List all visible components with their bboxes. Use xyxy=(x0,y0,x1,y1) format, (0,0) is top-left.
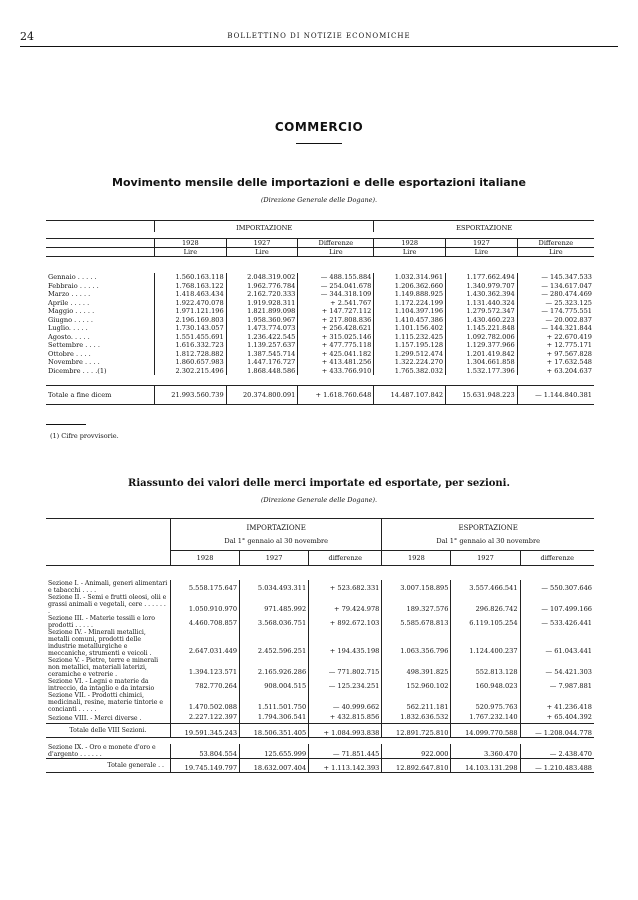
cell: 5.585.678.813 xyxy=(382,615,451,629)
cell: + 12.775.171 xyxy=(517,341,594,350)
cell: + 194.435.198 xyxy=(309,629,382,657)
cell: 20.374.800.091 xyxy=(226,386,298,405)
cell: 1.394.123.571 xyxy=(171,657,240,678)
cell: — 344.318.109 xyxy=(298,290,374,299)
cell: 189.327.576 xyxy=(382,594,451,615)
cell: 1.201.419.842 xyxy=(446,350,518,359)
footnote: (1) Cifre provvisorie. xyxy=(50,432,119,440)
row-label: Sezione I. - Animali, generi alimentari e tabacchi . . . . xyxy=(48,580,168,594)
export-group-header: ESPORTAZIONE xyxy=(374,221,594,233)
cell: + 22.670.419 xyxy=(517,333,594,342)
cell: 1.279.572.347 xyxy=(446,307,518,316)
cell: + 217.808.836 xyxy=(298,316,374,325)
cell: — 71.851.445 xyxy=(309,744,382,759)
table-row xyxy=(46,692,594,713)
row-label: Sezione II. - Semi e frutti oleosi, olii e grassi animali e vegetali, cere . . . . . . . xyxy=(48,594,167,615)
cell: 14.099.770.588 xyxy=(451,724,520,738)
cell: — 280.474.469 xyxy=(517,290,594,299)
row-label: Sezione IV. - Minerali metallici, metalli comuni, prodotti delle industrie metallurgiche e meccaniche, strumenti e veicoli . xyxy=(48,629,152,657)
row-label: Sezione V. - Pietre, terre e minerali non metallici, materiali laterizi, ceramiche e vetrerie . xyxy=(48,657,159,678)
cell: 1.560.163.118 xyxy=(155,273,227,282)
cell: — 20.002.837 xyxy=(517,316,594,325)
cell: 12.891.725.810 xyxy=(382,724,451,738)
cell: + 63.204.637 xyxy=(517,367,594,376)
cell: + 1.113.142.393 xyxy=(309,759,382,773)
row-label: Sezione VI. - Legni e materie da intreccio, da intaglio e da intarsio xyxy=(48,678,155,692)
cell: 1.322.224.270 xyxy=(374,358,446,367)
cell: 1.860.657.983 xyxy=(155,358,227,367)
cell: 1.767.232.140 xyxy=(451,713,520,724)
cell: 2.227.122.397 xyxy=(171,713,240,724)
cell: — 144.321.844 xyxy=(517,324,594,333)
cell: 2.452.596.251 xyxy=(240,629,309,657)
cell: 1.299.512.474 xyxy=(374,350,446,359)
table-row xyxy=(46,324,594,333)
unit-label: Lire xyxy=(298,248,374,257)
cell: — 134.617.047 xyxy=(517,282,594,291)
cell: 1.922.470.078 xyxy=(155,299,227,308)
cell: 1.124.400.237 xyxy=(451,629,520,657)
cell: 520.975.763 xyxy=(451,692,520,713)
cell: 1.812.728.882 xyxy=(155,350,227,359)
cell: 1.511.501.750 xyxy=(240,692,309,713)
cell: + 425.041.182 xyxy=(298,350,374,359)
table-row xyxy=(46,594,594,615)
cell: 1.115.232.425 xyxy=(374,333,446,342)
table-row xyxy=(46,299,594,308)
cell: — 40.999.662 xyxy=(309,692,382,713)
cell: 562.211.181 xyxy=(382,692,451,713)
cell: 1.129.377.966 xyxy=(446,341,518,350)
table-row xyxy=(46,629,594,657)
row-label: Totale generale . . xyxy=(107,762,164,769)
cell: 3.007.158.895 xyxy=(382,580,451,594)
cell: 1.447.176.727 xyxy=(226,358,298,367)
cell: — 550.307.646 xyxy=(520,580,594,594)
row-label: Agosto. . . . . xyxy=(48,332,90,341)
section-title-rule xyxy=(296,143,342,144)
cell: 1.304.661.858 xyxy=(446,358,518,367)
cell: + 1.618.760.648 xyxy=(298,386,374,405)
row-label: Totale delle VIII Sezioni. xyxy=(69,727,147,734)
table-row xyxy=(46,333,594,342)
cell: 1.063.356.796 xyxy=(382,629,451,657)
table2-sez9-row xyxy=(46,744,594,759)
import-group-header: IMPORTAZIONE xyxy=(155,221,374,233)
cell: 14.487.107.842 xyxy=(374,386,446,405)
cell: 14.103.131.298 xyxy=(451,759,520,773)
cell: 18.506.351.405 xyxy=(240,724,309,738)
table-row xyxy=(46,290,594,299)
table-row xyxy=(46,678,594,692)
cell: + 147.727.112 xyxy=(298,307,374,316)
unit-label: Lire xyxy=(374,248,446,257)
table-row xyxy=(46,615,594,629)
cell: 1.794.306.541 xyxy=(240,713,309,724)
cell: 1.919.928.311 xyxy=(226,299,298,308)
cell: 53.804.554 xyxy=(171,744,240,759)
cell: 1.473.774.073 xyxy=(226,324,298,333)
row-label: Settembre . . . . xyxy=(48,341,100,350)
row-label: Marzo . . . . . xyxy=(48,290,91,299)
cell: 125.655.999 xyxy=(240,744,309,759)
cell: 1.768.163.122 xyxy=(155,282,227,291)
table-row xyxy=(46,367,594,376)
cell: 5.034.493.311 xyxy=(240,580,309,594)
col-1927: 1927 xyxy=(446,239,518,248)
cell: — 771.802.715 xyxy=(309,657,382,678)
table-row xyxy=(46,580,594,594)
table-row xyxy=(46,316,594,325)
cell: — 1.210.483.488 xyxy=(520,759,594,773)
col-diff: differenze xyxy=(520,551,594,566)
cell: 1.149.888.925 xyxy=(374,290,446,299)
cell: 552.813.128 xyxy=(451,657,520,678)
cell: 1.092.782.006 xyxy=(446,333,518,342)
table2-grand-total-row xyxy=(46,759,594,773)
cell: — 1.144.840.381 xyxy=(517,386,594,405)
table-row xyxy=(46,341,594,350)
col-diff: Differenze xyxy=(517,239,594,248)
col-1928: 1928 xyxy=(374,239,446,248)
monthly-trade-table xyxy=(46,220,594,405)
cell: 2.647.031.449 xyxy=(171,629,240,657)
row-label: Sezione IX. - Oro e monete d'oro e d'argento . . . . . . xyxy=(48,744,156,758)
cell: 2.302.215.496 xyxy=(155,367,227,376)
cell: + 315.025.146 xyxy=(298,333,374,342)
cell: 498.391.825 xyxy=(382,657,451,678)
cell: 1.177.662.494 xyxy=(446,273,518,282)
cell: 4.460.708.857 xyxy=(171,615,240,629)
cell: — 107.499.166 xyxy=(520,594,594,615)
cell: 1.139.257.637 xyxy=(226,341,298,350)
cell: 3.557.466.541 xyxy=(451,580,520,594)
cell: — 533.426.441 xyxy=(520,615,594,629)
page-number: 24 xyxy=(20,30,34,43)
cell: 12.892.647.810 xyxy=(382,759,451,773)
row-label: Novembre . . . . xyxy=(48,358,100,367)
cell: 1.430.460.223 xyxy=(446,316,518,325)
header-rule xyxy=(20,46,618,47)
import-period: Dal 1° gennaio al 30 novembre xyxy=(171,532,382,551)
cell: 18.632.007.404 xyxy=(240,759,309,773)
cell: + 523.682.331 xyxy=(309,580,382,594)
cell: 21.993.560.739 xyxy=(155,386,227,405)
cell: — 254.041.678 xyxy=(298,282,374,291)
cell: 1.145.221.848 xyxy=(446,324,518,333)
row-label: Sezione VIII. - Merci diverse . xyxy=(48,714,142,722)
footnote-rule xyxy=(46,424,86,425)
cell: 1.157.195.128 xyxy=(374,341,446,350)
col-1927: 1927 xyxy=(240,551,309,566)
col-1928: 1928 xyxy=(382,551,451,566)
cell: 1.101.156.402 xyxy=(374,324,446,333)
export-group-header: ESPORTAZIONE xyxy=(382,519,594,533)
cell: 1.387.545.714 xyxy=(226,350,298,359)
cell: 1.616.332.723 xyxy=(155,341,227,350)
col-diff: Differenze xyxy=(298,239,374,248)
row-label: Luglio. . . . . xyxy=(48,324,88,333)
table-row xyxy=(46,713,594,724)
cell: + 432.815.856 xyxy=(309,713,382,724)
row-label: Dicembre . . . .(1) xyxy=(48,366,107,375)
cell: 1.206.362.660 xyxy=(374,282,446,291)
col-1927: 1927 xyxy=(451,551,520,566)
unit-label: Lire xyxy=(155,248,227,257)
row-label: Sezione VII. - Prodotti chimici, medicinali, resine, materie tintorie e concianti . . . . . xyxy=(48,692,163,713)
cell: 1.418.463.434 xyxy=(155,290,227,299)
running-title: BOLLETTINO DI NOTIZIE ECONOMICHE xyxy=(227,32,411,40)
cell: 1.236.422.545 xyxy=(226,333,298,342)
cell: — 25.323.125 xyxy=(517,299,594,308)
cell: 1.962.776.784 xyxy=(226,282,298,291)
cell: 1.821.899.098 xyxy=(226,307,298,316)
table-row xyxy=(46,307,594,316)
cell: 1.551.455.691 xyxy=(155,333,227,342)
row-label: Giugno . . . . . xyxy=(48,315,94,324)
cell: 2.162.720.333 xyxy=(226,290,298,299)
cell: 152.960.102 xyxy=(382,678,451,692)
col-1928: 1928 xyxy=(171,551,240,566)
section-title: COMMERCIO xyxy=(274,120,364,134)
cell: + 97.567.828 xyxy=(517,350,594,359)
table-row xyxy=(46,350,594,359)
cell: + 2.541.767 xyxy=(298,299,374,308)
col-1928: 1928 xyxy=(155,239,227,248)
cell: + 892.672.103 xyxy=(309,615,382,629)
row-label: Febbraio . . . . . xyxy=(48,281,99,290)
cell: 1.730.143.057 xyxy=(155,324,227,333)
cell: 1.765.382.032 xyxy=(374,367,446,376)
cell: + 433.766.910 xyxy=(298,367,374,376)
cell: 1.340.979.707 xyxy=(446,282,518,291)
cell: 1.470.502.088 xyxy=(171,692,240,713)
cell: 1.410.457.386 xyxy=(374,316,446,325)
cell: 1.430.362.394 xyxy=(446,290,518,299)
cell: + 1.084.993.838 xyxy=(309,724,382,738)
cell: 1.532.177.396 xyxy=(446,367,518,376)
cell: 3.568.036.751 xyxy=(240,615,309,629)
table2-title: Riassunto dei valori delle merci importate ed esportate, per sezioni. xyxy=(128,478,510,489)
row-label: Gennaio . . . . . xyxy=(48,273,97,282)
cell: — 145.347.533 xyxy=(517,273,594,282)
cell: — 7.987.881 xyxy=(520,678,594,692)
cell: 1.958.360.967 xyxy=(226,316,298,325)
cell: + 41.236.418 xyxy=(520,692,594,713)
table2-total8-row xyxy=(46,724,594,738)
cell: + 413.481.256 xyxy=(298,358,374,367)
sections-summary-table xyxy=(46,518,594,773)
row-label: Totale a fine dicem xyxy=(48,391,112,399)
cell: 3.360.470 xyxy=(451,744,520,759)
cell: 2.196.169.803 xyxy=(155,316,227,325)
unit-label: Lire xyxy=(446,248,518,257)
table1-subtitle: (Direzione Generale delle Dogane). xyxy=(260,196,378,204)
cell: + 79.424.978 xyxy=(309,594,382,615)
col-1927: 1927 xyxy=(226,239,298,248)
cell: — 174.775.551 xyxy=(517,307,594,316)
cell: 1.172.224.199 xyxy=(374,299,446,308)
cell: 1.032.314.961 xyxy=(374,273,446,282)
col-diff: differenze xyxy=(309,551,382,566)
cell: 782.770.264 xyxy=(171,678,240,692)
cell: 160.948.023 xyxy=(451,678,520,692)
export-period: Dal 1° gennaio al 30 novembre xyxy=(382,532,594,551)
import-group-header: IMPORTAZIONE xyxy=(171,519,382,533)
unit-label: Lire xyxy=(517,248,594,257)
cell: + 256.428.621 xyxy=(298,324,374,333)
cell: — 1.208.044.778 xyxy=(520,724,594,738)
cell: 1.050.910.970 xyxy=(171,594,240,615)
cell: — 2.438.470 xyxy=(520,744,594,759)
row-label: Ottobre . . . . xyxy=(48,349,91,358)
cell: — 488.155.884 xyxy=(298,273,374,282)
cell: 2.048.319.002 xyxy=(226,273,298,282)
cell: + 65.404.392 xyxy=(520,713,594,724)
cell: 2.165.926.286 xyxy=(240,657,309,678)
cell: 971.485.992 xyxy=(240,594,309,615)
cell: 908.004.515 xyxy=(240,678,309,692)
table1-total-row xyxy=(46,386,594,405)
cell: + 17.632.548 xyxy=(517,358,594,367)
cell: 1.832.636.532 xyxy=(382,713,451,724)
cell: 19.591.345.243 xyxy=(171,724,240,738)
row-label: Sezione III. - Materie tessili e loro prodotti . . . . . xyxy=(48,615,155,629)
table2-subtitle: (Direzione Generale delle Dogane). xyxy=(260,496,378,504)
unit-label: Lire xyxy=(226,248,298,257)
table-row xyxy=(46,273,594,282)
cell: 5.558.175.647 xyxy=(171,580,240,594)
cell: — 54.421.303 xyxy=(520,657,594,678)
row-label: Maggio . . . . . xyxy=(48,307,95,316)
table1-title: Movimento mensile delle importazioni e delle esportazioni italiane xyxy=(112,176,526,189)
table-row xyxy=(46,358,594,367)
cell: 1.868.448.586 xyxy=(226,367,298,376)
cell: 1.971.121.196 xyxy=(155,307,227,316)
cell: 15.631.948.223 xyxy=(446,386,518,405)
table-row xyxy=(46,282,594,291)
cell: 922.000 xyxy=(382,744,451,759)
cell: 19.745.149.797 xyxy=(171,759,240,773)
table-row xyxy=(46,657,594,678)
cell: — 125.234.251 xyxy=(309,678,382,692)
cell: 296.826.742 xyxy=(451,594,520,615)
cell: 1.131.440.324 xyxy=(446,299,518,308)
cell: + 477.775.118 xyxy=(298,341,374,350)
row-label: Aprile . . . . . xyxy=(48,298,90,307)
cell: 1.104.397.196 xyxy=(374,307,446,316)
cell: — 61.043.441 xyxy=(520,629,594,657)
cell: 6.119.105.254 xyxy=(451,615,520,629)
